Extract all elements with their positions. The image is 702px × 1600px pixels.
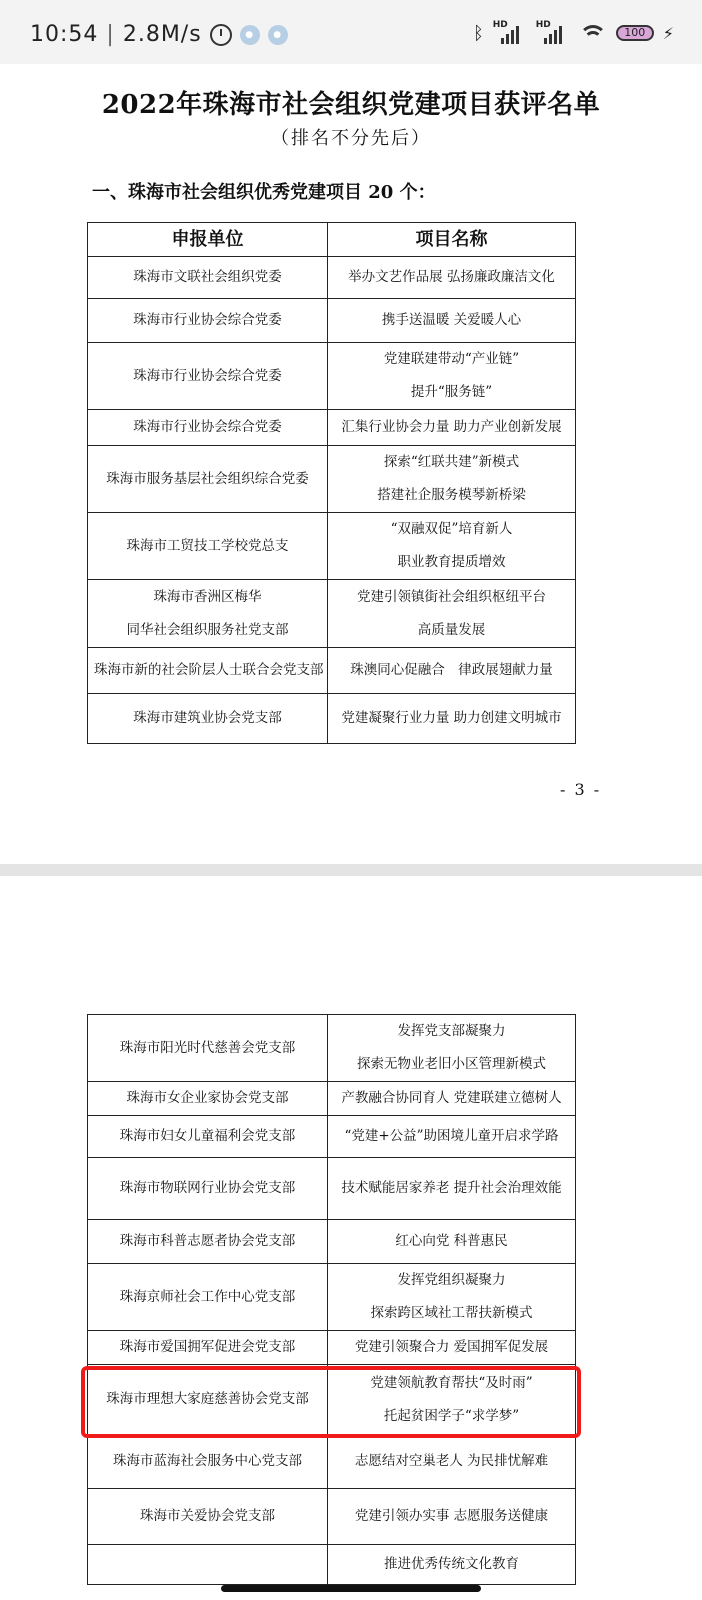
table-row [88, 1435, 576, 1489]
project-text: 托起贫困学子“求学梦” [383, 1407, 520, 1424]
battery-icon: 100 [616, 25, 654, 41]
table-row [88, 580, 576, 648]
cell-unit [88, 648, 328, 694]
cell-project [328, 343, 576, 410]
separator: | [106, 22, 115, 47]
cell-unit [88, 446, 328, 513]
project-text: 技术赋能居家养老 提升社会治理效能 [341, 1180, 562, 1196]
cell-project [328, 1545, 576, 1585]
cell-project [328, 1082, 576, 1116]
signal-1-label: HD [492, 20, 508, 30]
signal-2-icon [536, 22, 570, 44]
project-text: 红心向党 科普惠民 [395, 1233, 508, 1249]
cell-project [328, 1264, 576, 1331]
project-text: 探索跨区域社工帮扶新模式 [370, 1305, 533, 1321]
project-text: 党建引领镇街社会组织枢纽平台 [357, 588, 546, 605]
table-row [88, 410, 576, 446]
unit-text: 珠海市行业协会综合党委 [133, 367, 282, 384]
cell-unit [88, 343, 328, 410]
unit-text: 珠海市关爱协会党支部 [140, 1508, 275, 1524]
project-text: 职业教育提质增效 [397, 554, 506, 570]
table-row [88, 299, 576, 343]
cell-unit [88, 1489, 328, 1545]
project-text: 汇集行业协会力量 助力产业创新发展 [341, 419, 562, 435]
signal-2-label: HD [535, 20, 551, 30]
project-text: “党建+公益”助困境儿童开启求学路 [344, 1128, 559, 1144]
cell-unit [88, 1220, 328, 1264]
cell-unit [88, 694, 328, 744]
cell-project [328, 1116, 576, 1158]
cell-unit [88, 299, 328, 343]
unit-text: 珠海京师社会工作中心党支部 [119, 1288, 296, 1305]
project-text: 党建联建带动“产业链” [383, 351, 520, 367]
page-gap [0, 864, 702, 876]
award-table-page-2 [87, 1014, 576, 1585]
cell-project [328, 580, 576, 648]
cell-project [328, 694, 576, 744]
table-row [88, 513, 576, 580]
cell-unit [88, 1545, 328, 1585]
cell-unit [88, 1015, 328, 1082]
project-text: 提升“服务链” [410, 384, 493, 400]
home-indicator[interactable] [221, 1585, 481, 1592]
table-row [88, 694, 576, 744]
project-text: 发挥党支部凝聚力 [397, 1023, 506, 1039]
table-row [88, 1220, 576, 1264]
unit-text: 珠海市科普志愿者协会党支部 [119, 1233, 296, 1249]
table-row [88, 1331, 576, 1365]
table-row [88, 1116, 576, 1158]
unit-text: 珠海市行业协会综合党委 [133, 312, 282, 328]
cell-project [328, 257, 576, 299]
table-row [88, 446, 576, 513]
wifi-icon [579, 23, 607, 43]
cell-unit [88, 1158, 328, 1220]
unit-text: 珠海市工贸技工学校党总支 [126, 537, 289, 554]
unit-text: 珠海市行业协会综合党委 [133, 419, 282, 435]
cell-project [328, 648, 576, 694]
project-text: 党建领航教育帮扶“及时雨” [370, 1374, 533, 1391]
unit-text: 珠海市蓝海社会服务中心党支部 [113, 1453, 302, 1469]
project-text: 党建引领办实事 志愿服务送健康 [354, 1508, 549, 1524]
bluetooth-icon: ᛒ [472, 22, 484, 44]
highlight-box [81, 1366, 581, 1438]
cell-project [328, 1489, 576, 1545]
cell-unit [88, 1331, 328, 1365]
table-row [88, 1489, 576, 1545]
cell-unit [88, 1082, 328, 1116]
project-text: 珠澳同心促融合 律政展翅献力量 [350, 662, 553, 678]
table-row [88, 343, 576, 410]
cell-project [328, 299, 576, 343]
document-title: 2022年珠海市社会组织党建项目获评名单 [101, 90, 601, 120]
unit-text: 珠海市妇女儿童福利会党支部 [119, 1128, 296, 1144]
section-heading: 一、珠海市社会组织优秀党建项目 20 个： [92, 182, 436, 203]
app-notification-icon: ● [240, 25, 260, 45]
project-text: 党建引领聚合力 爱国拥军促发展 [354, 1339, 549, 1355]
clock: 10:54 [30, 22, 99, 47]
page-number: - 3 - [560, 780, 602, 799]
project-text: 发挥党组织凝聚力 [397, 1272, 506, 1288]
unit-text: 同华社会组织服务社党支部 [126, 621, 289, 638]
project-text: 志愿结对空巢老人 为民排忧解难 [354, 1453, 549, 1469]
unit-text: 珠海市服务基层社会组织综合党委 [106, 470, 309, 487]
cell-unit [88, 580, 328, 648]
cell-project [328, 446, 576, 513]
unit-text: 珠海市爱国拥军促进会党支部 [119, 1339, 296, 1355]
project-text: 搭建社企服务模琴新桥梁 [377, 487, 526, 503]
unit-text: 珠海市文联社会组织党委 [133, 269, 282, 285]
cell-project [328, 1158, 576, 1220]
status-bar [0, 0, 702, 64]
project-text: “双融双促”培育新人 [390, 521, 513, 537]
project-text: 高质量发展 [417, 621, 486, 638]
project-text: 党建凝聚行业力量 助力创建文明城市 [341, 710, 562, 726]
cell-project [328, 1015, 576, 1082]
cell-unit [88, 410, 328, 446]
cell-unit [88, 257, 328, 299]
alarm-icon [210, 24, 232, 46]
project-text: 举办文艺作品展 弘扬廉政廉洁文化 [348, 269, 555, 285]
signal-1-icon [493, 22, 527, 44]
unit-text: 珠海市建筑业协会党支部 [133, 710, 282, 726]
project-text: 探索“红联共建”新模式 [383, 454, 520, 470]
award-table-page-1 [87, 222, 576, 744]
app-notification-icon-2: ● [268, 25, 288, 45]
unit-text: 珠海市新的社会阶层人士联合会党支部 [94, 662, 324, 678]
cell-unit [88, 1116, 328, 1158]
table-row [88, 257, 576, 299]
cell-project [328, 1220, 576, 1264]
header-project: 项目名称 [328, 223, 576, 257]
unit-text: 珠海市阳光时代慈善会党支部 [119, 1039, 296, 1056]
table-row [88, 1158, 576, 1220]
table-row [88, 1545, 576, 1585]
unit-text: 珠海市香洲区梅华 [153, 588, 262, 605]
project-text: 探索无物业老旧小区管理新模式 [357, 1056, 546, 1072]
table-row [88, 1264, 576, 1331]
network-speed: 2.8M/s [122, 22, 202, 47]
header-unit: 申报单位 [88, 223, 328, 257]
document-subtitle: （排名不分先后） [271, 128, 431, 149]
unit-text: 珠海市理想大家庭慈善协会党支部 [106, 1391, 309, 1407]
table-row [88, 1015, 576, 1082]
cell-project [328, 410, 576, 446]
table-row [88, 648, 576, 694]
unit-text: 珠海市女企业家协会党支部 [126, 1090, 289, 1106]
project-text: 推进优秀传统文化教育 [384, 1556, 519, 1572]
project-text: 携手送温暖 关爱暖人心 [381, 312, 522, 328]
project-text: 产教融合协同育人 党建联建立德树人 [341, 1090, 562, 1106]
charging-icon: ⚡ [662, 23, 674, 43]
cell-unit [88, 1264, 328, 1331]
unit-text: 珠海市物联网行业协会党支部 [119, 1180, 296, 1196]
cell-project [328, 1435, 576, 1489]
cell-unit [88, 513, 328, 580]
cell-project [328, 513, 576, 580]
cell-project [328, 1331, 576, 1365]
cell-unit [88, 1435, 328, 1489]
table-row [88, 1082, 576, 1116]
